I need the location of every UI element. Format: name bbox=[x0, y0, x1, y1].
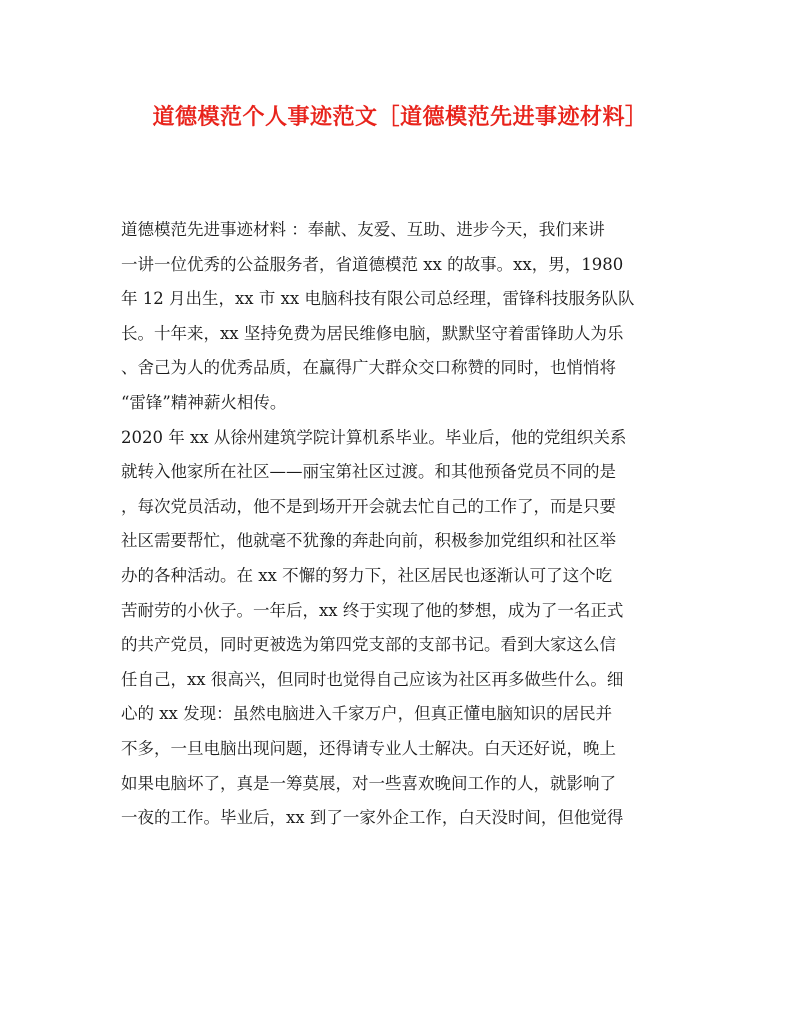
body-line: 苦耐劳的小伙子。一年后，xx 终于实现了他的梦想，成为了一名正式 bbox=[121, 600, 624, 620]
body-line: 的共产党员，同时更被选为第四党支部的支部书记。看到大家这么信 bbox=[121, 635, 616, 655]
body-line: 长。十年来，xx 坚持免费为居民维修电脑，默默坚守着雷锋助人为乐 bbox=[121, 323, 624, 343]
body-line: 道德模范先进事迹材料 ：奉献、友爱、互助、进步今天，我们来讲 bbox=[121, 220, 605, 239]
body-line: ，每次党员活动，他不是到场开开会就去忙自己的工作了，而是只要 bbox=[121, 496, 616, 516]
body-line: 一讲一位优秀的公益服务者，省道德模范 xx 的故事。xx，男，1980 bbox=[121, 254, 624, 274]
body-line: 年 12 月出生，xx 市 xx 电脑科技有限公司总经理，雷锋科技服务队队 bbox=[121, 289, 635, 309]
body-line: 就转入他家所在社区——丽宝第社区过渡。和其他预备党员不同的是 bbox=[121, 462, 616, 482]
body-line: 心的 xx 发现：虽然电脑进入千家万户，但真正懂电脑知识的居民并 bbox=[121, 704, 613, 724]
body-line: 不多，一旦电脑出现问题，还得请专业人士解决。白天还好说，晚上 bbox=[121, 738, 616, 758]
body-line: 办的各种活动。在 xx 不懈的努力下，社区居民也逐渐认可了这个吃 bbox=[121, 565, 613, 585]
body-line: “雷锋”精神薪火相传。 bbox=[121, 392, 287, 412]
body-line: 社区需要帮忙，他就毫不犹豫的奔赴向前，积极参加党组织和社区举 bbox=[121, 531, 616, 551]
body-line: 任自己，xx 很高兴，但同时也觉得自己应该为社区再多做些什么。细 bbox=[121, 669, 624, 689]
body-line: 2020 年 xx 从徐州建筑学院计算机系毕业。毕业后，他的党组织关系 bbox=[121, 427, 627, 447]
body-line: 、舍己为人的优秀品质，在赢得广大群众交口称赞的同时，也悄悄将 bbox=[121, 358, 616, 378]
document-title: 道德模范个人事迹范文［道德模范先进事迹材料］ bbox=[152, 104, 648, 130]
body-line: 一夜的工作。毕业后，xx 到了一家外企工作，白天没时间，但他觉得 bbox=[121, 808, 624, 828]
body-line: 如果电脑坏了，真是一筹莫展，对一些喜欢晚间工作的人，就影响了 bbox=[121, 773, 616, 793]
document-body bbox=[121, 213, 683, 836]
